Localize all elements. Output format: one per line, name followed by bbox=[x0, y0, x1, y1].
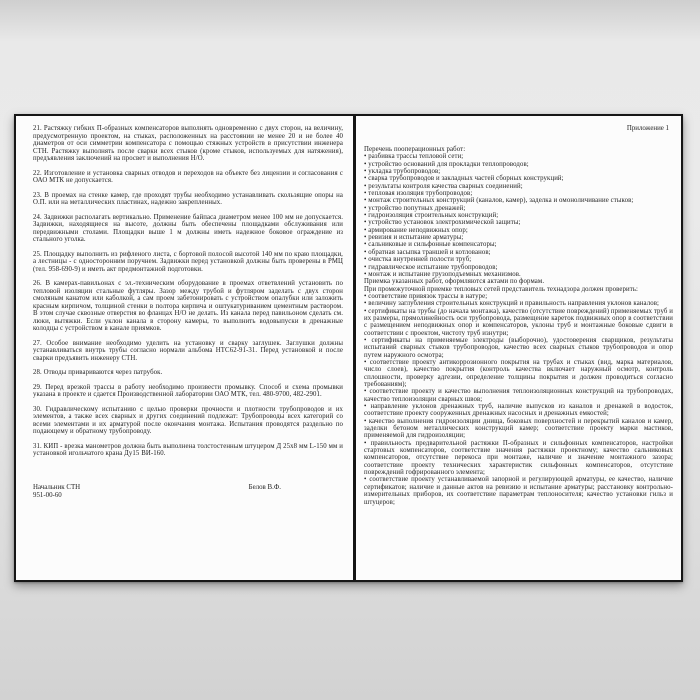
page-left bbox=[16, 116, 353, 580]
signatory-title: Начальник СТН bbox=[33, 483, 81, 491]
signatory-info bbox=[33, 484, 80, 500]
bullet-item: • монтаж строительных конструкций (каналов, камер), заделка и омоноличивание стыков; bbox=[364, 197, 634, 205]
bullet-item: • тепловая изоляция трубопроводов; bbox=[364, 190, 473, 198]
bullet-item: • сертификаты на трубы (до начала монтажа), качество (отсутствие повреждений) применяемых труб и их размеры, прямолинейность оси трубопровода, размещение кареток подвижных опор в соответствии с размещением неподвижных опор и компенсаторов, уклоны труб и монтажные боковые сдвиги в соответствии с проектом, чистоту труб изнутри; bbox=[364, 307, 673, 337]
numbered-paragraph: 29. Перед врезкой трассы в работу необходимо произвести промывку. Способ и схема промывки указана в проекте и сдается Производственной лаборатории ОАО МТК, тел. 480-9700, 482-2901. bbox=[33, 383, 343, 398]
numbered-paragraph: 26. В камерах-павильонах с эл.-техническим оборудование в проемах ответвлений установить по тепловой изоляции стальные футляры. Зазор между трубой и футляром заделать с двух сторон смоляным канатом или каболкой, а сам проем забетонировать с устройством опалубки или заложить красным кирпичом, толщиной стенки в полтора кирпича и оштукатуриванием цементным раствором. В этом случае сквозные отверстия во фланцах Н/О не делать. Из канала перед павильоном сделать см. люки, вытяжки. Если уклон канала в сторону камеры, то выполнить водовыпуски в дренажные колодцы с устройством в канале приямков. bbox=[33, 280, 343, 332]
bullet-item: • соответствие привязок трассы в натуре; bbox=[364, 292, 488, 300]
bullet-item: • направление уклонов дренажных труб, наличие выпусков из каналов и дренажей в водосток, соответствие проекту сооруженных дренажных насосных и дренажных емкостей; bbox=[364, 403, 673, 418]
text-line: Приемка указанных работ, оформляются актами по формам. bbox=[364, 278, 545, 286]
appendix-label: Приложение 1 bbox=[626, 125, 669, 132]
numbered-paragraph: 25. Площадку выполнить из рифленого листа, с бортовой полосой высотой 140 мм по краю площадки, а лестницы - с односторонним поручнем. Задвижки перед установкой должны быть проверены в РМЦ (тел. 958-690-9) и иметь акт предмонтажной подготовки. bbox=[33, 250, 343, 273]
bullet-item: • разбивка трассы тепловой сети; bbox=[364, 153, 464, 161]
bullet-item: • соответствие проекту и качество выполнения теплоизоляционных конструкций на трубопроводах, качество теплоизоляции сварных швов; bbox=[364, 388, 673, 403]
numbered-paragraph: 21. Растяжку гибких П-образных компенсаторов выполнять одновременно с двух сторон, на величину, предусмотренную проектом, на стыках, расположенных на расстоянии не менее 20 и не более 40 диаметров от оси симметрии компенсатора с помощью стяжных устройств в присутствии инженера СТН. Растяжку выполнять после сварки всех стыков (кроме стыков, используемых для натяжения), предъявления заключений на просвет и выполнения Н/О. bbox=[33, 125, 343, 162]
bullet-item: • правильность предварительной растяжки П-образных и сильфонных компенсаторов, настройки стартовых компенсаторов, соответствие значения растяжки проектному; качество сальниковых компенсаторов, отсутствие перекоса при монтаже, наличие и значение монтажного зазора; соответствие проекту технических характеристик сильфонных компенсаторов, отсутствие повреждений гофрированного элемента; bbox=[364, 439, 673, 477]
bullet-item: • армирование неподвижных опор; bbox=[364, 226, 468, 234]
bullet-item: • укладка трубопроводов; bbox=[364, 168, 441, 176]
signature-block bbox=[33, 484, 343, 500]
numbered-paragraph: 22. Изготовление и установка сварных отводов и переходов на объекте без лицензии и согласования с ОАО МТК не допускается. bbox=[33, 169, 343, 184]
numbered-paragraph: 24. Задвижки располагать вертикально. Применение байпаса диаметром менее 100 мм не допускается. Задвижки, находящиеся на высоте, должны быть обеспечены площадками обслуживания или передвижными столами. Площадки выше 1 м должны иметь надежное боковое ограждение из стального уголка. bbox=[33, 213, 343, 243]
bullet-item: • очистка внутренней полости труб; bbox=[364, 256, 472, 264]
bullet-item: • монтаж и испытание грузоподъемных механизмов. bbox=[364, 270, 521, 278]
numbered-paragraph: 28. Отводы привариваются через патрубок. bbox=[33, 369, 163, 376]
right-page-text bbox=[364, 146, 673, 506]
bullet-item: • сертификаты на применяемые электроды (выборочно), удостоверения сварщиков, результаты испытаний сварных стыков трубопроводов, качество всех сварных стыков трубопроводов и опор путем наружного осмотра; bbox=[364, 336, 673, 359]
page-right bbox=[353, 116, 681, 580]
text-line: При промежуточной приемке тепловых сетей представитель технадзора должен проверить: bbox=[364, 285, 639, 293]
bullet-item: • соответствие проекту антикоррозионного покрытия на трубах и стыках (вид, марка материалов, число слоев), качество покрытия (контроль качества включает наружный осмотр, контроль сплошности, проверку адгезии, определение толщины покрытия и должен проводиться согласно требованиям); bbox=[364, 358, 673, 388]
bullet-item: • соответствие проекту устанавливаемой запорной и регулирующей арматуры, ее качество, наличие сертификатов; наличие и данные актов на ревизию и испытание арматуры; расстановку контрольно-измерительных приборов, их соответствие параметрам теплоносителя; качество установки гильз и штуцеров; bbox=[364, 476, 673, 506]
bullet-item: • устройство попутных дренажей; bbox=[364, 204, 466, 212]
bullet-item: • обратная засыпка траншей и котлованов; bbox=[364, 248, 491, 256]
signatory-phone: 951-00-60 bbox=[33, 491, 62, 499]
signatory-name: Белов В.Ф. bbox=[248, 483, 281, 491]
text-line: Перечень пооперационных работ: bbox=[364, 146, 466, 153]
numbered-paragraph: 27. Особое внимание необходимо уделить на установку и сварку заглушек. Заглушки должны устанавливаться внутрь трубы согласно нормали альбома НТС62-91-31. Перед установкой и после сварки предъявить инженеру СТН. bbox=[33, 339, 343, 362]
numbered-paragraph: 30. Гидравлическому испытанию с целью проверки прочности и плотности трубопроводов и их элементов, а также всех сварных и других соединений подлежат: Трубопроводы всех категорий со всеми элементами и их арматурой после окончания монтажа. Испытания проводятся раздельно по подающему и обратному трубопроводу. bbox=[33, 405, 343, 435]
bullet-item: • сальниковые и сильфонные компенсаторы; bbox=[364, 241, 497, 249]
left-page-text bbox=[33, 125, 343, 458]
bullet-item: • величину заглубления строительных конструкций и правильность направления уклонов каналов; bbox=[364, 300, 660, 308]
bullet-item: • качество выполнения гидроизоляции днища, боковых поверхностей и перекрытий каналов и камер, заделки бетоном металлических конструкций камер; соответствие проекту марки мастиков, применяемой для гидроизоляции; bbox=[364, 417, 673, 440]
bullet-item: • сварка трубопроводов и закладных частей сборных конструкций; bbox=[364, 175, 564, 183]
bullet-item: • гидроизоляция строительных конструкций; bbox=[364, 212, 499, 220]
document-sheet bbox=[14, 114, 683, 582]
numbered-paragraph: 23. В проемах на стенке камер, где проходят трубы необходимо устанавливать скользящие опоры на О.П. или на металлических пластинах, надежно закрепленных. bbox=[33, 191, 343, 206]
bullet-item: • устройство оснований для прокладки теплопроводов; bbox=[364, 160, 529, 168]
bullet-item: • ревизия и испытание арматуры; bbox=[364, 234, 464, 242]
numbered-paragraph: 31. КИП - врезка манометров должна быть выполнена толстостенным штуцером Д 25х8 мм L-150 мм и установкой игольчатого крана Ду15 ВИ-160. bbox=[33, 442, 343, 457]
bullet-item: • устройство установок электрохимической защиты; bbox=[364, 219, 521, 227]
bullet-item: • результаты контроля качества сварных соединений; bbox=[364, 182, 523, 190]
bullet-item: • гидравлическое испытание трубопроводов; bbox=[364, 263, 498, 271]
